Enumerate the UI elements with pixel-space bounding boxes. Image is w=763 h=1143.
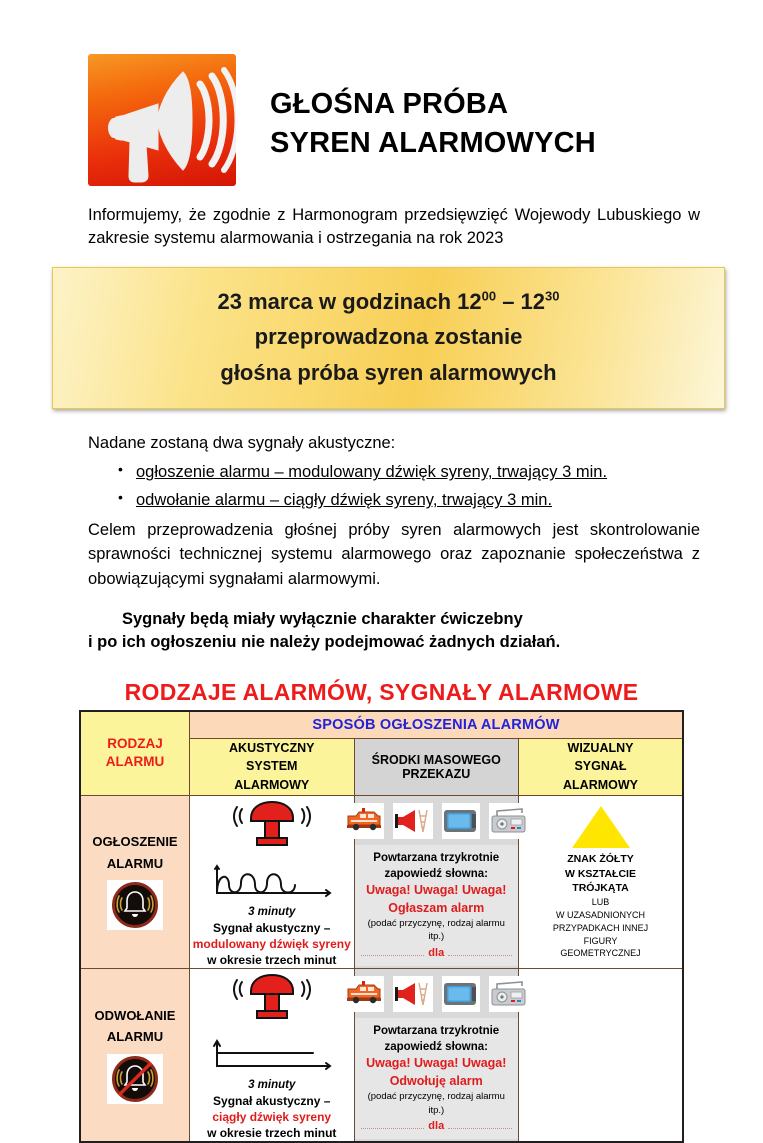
row1-bell-icon-box — [107, 1054, 163, 1104]
table-header-row-1 — [80, 711, 683, 739]
header-mass-media: ŚRODKI MASOWEGO PRZEKAZU — [354, 738, 519, 795]
callout-date-prefix: 23 marca w godzinach 12 — [218, 289, 482, 314]
callout-date-mid: – 12 — [496, 289, 545, 314]
list-item — [136, 460, 700, 486]
row0-visual-line-5: W UZASADNIONYCH — [519, 909, 682, 922]
row1-duration: 3 minuty — [190, 1079, 354, 1091]
header-visual-signal — [519, 738, 684, 795]
row0-visual-cell — [519, 795, 684, 968]
notice-paragraph — [88, 608, 700, 655]
emergency-van-icon — [344, 803, 384, 839]
row0-visual-line-2: W KSZTAŁCIE — [519, 867, 682, 882]
signal-item-1: odwołanie alarmu – ciągły dźwięk syreny, trwający 3 min. — [136, 491, 552, 509]
row1-visual-cell — [519, 968, 684, 1142]
row1-media-icons — [355, 971, 519, 1018]
row0-visual-line-3: TRÓJKĄTA — [519, 881, 682, 896]
header-acoustic-line-3: ALARMOWY — [190, 776, 354, 795]
row0-caption-line-2: modulowany dźwięk syreny — [190, 936, 354, 952]
page-title-line-1: GŁOŚNA PRÓBA — [270, 85, 596, 124]
list-item — [136, 488, 700, 514]
callout-line-2: przeprowadzona zostanie — [63, 319, 714, 355]
callout-sup-start: 00 — [482, 289, 496, 304]
row1-media-line-4: dla — [361, 1120, 513, 1132]
row0-duration: 3 minuty — [190, 906, 354, 918]
alarm-bell-cancelled-icon — [112, 1056, 158, 1102]
row0-type-line-1: OGŁOSZENIE — [81, 833, 189, 851]
row1-media-cell — [354, 968, 519, 1142]
radio-icon — [489, 976, 529, 1012]
row0-caption — [190, 920, 354, 968]
siren-icon — [213, 796, 331, 858]
emergency-van-icon — [344, 976, 384, 1012]
header-announcement-method: SPOSÓB OGŁOSZENIA ALARMÓW — [190, 711, 684, 739]
callout-line-3: głośna próba syren alarmowych — [63, 355, 714, 391]
row1-type-line-2: ALARMU — [81, 1028, 189, 1046]
row0-media-line-4: dla — [361, 947, 513, 959]
notice-line-2: i po ich ogłoszeniu nie należy podejmować żadnych działań. — [88, 633, 560, 651]
television-icon — [442, 976, 480, 1012]
row0-visual-line-6: PRZYPADKACH INNEJ — [519, 922, 682, 935]
row1-media-line-3: (podać przyczynę, rodzaj alarmu itp.) — [361, 1090, 513, 1117]
alarm-types-table — [79, 710, 684, 1143]
loudspeaker-tower-icon — [393, 803, 433, 839]
row0-media-line-2: Uwaga! Uwaga! Uwaga! Ogłaszam alarm — [361, 882, 513, 917]
row0-visual-line-1: ZNAK ŻÓŁTY — [519, 852, 682, 867]
header-acoustic-line-1: AKUSTYCZNY — [190, 739, 354, 758]
row0-caption-line-1: Sygnał akustyczny – — [190, 920, 354, 936]
body-content — [88, 431, 700, 655]
row0-media-text — [355, 845, 519, 966]
row1-alarm-type — [80, 968, 190, 1142]
siren-icon — [213, 969, 331, 1031]
header-visual-line-1: WIZUALNY — [519, 739, 682, 758]
television-icon — [442, 803, 480, 839]
intro-paragraph: Informujemy, że zgodnie z Harmonogram przedsięwzięć Wojewody Lubuskiego w zakresie systemu alarmowania i ostrzegania na rok 2023 — [88, 204, 700, 251]
row1-type-line-1: ODWOŁANIE — [81, 1007, 189, 1025]
table-row — [80, 968, 683, 1142]
row0-visual-line-7: FIGURY — [519, 935, 682, 948]
signal-item-0: ogłoszenie alarmu – modulowany dźwięk syreny, trwający 3 min. — [136, 463, 607, 481]
row1-caption-line-2: ciągły dźwięk syreny — [190, 1109, 354, 1125]
row0-bell-icon-box — [107, 880, 163, 930]
header-visual-line-3: ALARMOWY — [519, 776, 682, 795]
modulated-waveform-icon — [209, 863, 335, 899]
callout-line-date — [63, 284, 714, 320]
row1-media-line-2: Uwaga! Uwaga! Uwaga! Odwołuję alarm — [361, 1055, 513, 1090]
table-row — [80, 795, 683, 968]
row0-media-icons — [355, 798, 519, 845]
row1-caption — [190, 1093, 354, 1141]
row0-alarm-type — [80, 795, 190, 968]
row0-media-cell — [354, 795, 519, 968]
row1-media-line-1: Powtarzana trzykrotnie zapowiedź słowna: — [361, 1024, 513, 1055]
megaphone-logo — [88, 54, 236, 186]
row0-visual-line-4: LUB — [519, 896, 682, 909]
signals-list — [88, 460, 700, 513]
continuous-waveform-icon — [209, 1036, 335, 1072]
announcement-callout — [52, 267, 725, 409]
row1-caption-line-3: w okresie trzech minut — [190, 1125, 354, 1141]
row0-media-line-3: (podać przyczynę, rodzaj alarmu itp.) — [361, 917, 513, 944]
signals-lead: Nadane zostaną dwa sygnały akustyczne: — [88, 431, 700, 456]
header-visual-line-2: SYGNAŁ — [519, 757, 682, 776]
header-acoustic-system — [190, 738, 355, 795]
row1-acoustic-cell — [190, 968, 355, 1142]
row0-media-line-1: Powtarzana trzykrotnie zapowiedź słowna: — [361, 851, 513, 882]
header-alarm-type — [80, 711, 190, 796]
table-title: RODZAJE ALARMÓW, SYGNAŁY ALARMOWE — [0, 679, 763, 706]
yellow-triangle-icon — [572, 806, 630, 848]
loudspeaker-tower-icon — [393, 976, 433, 1012]
header-alarm-type-line-2: ALARMU — [81, 753, 189, 771]
document-header — [0, 0, 763, 186]
callout-sup-end: 30 — [545, 289, 559, 304]
radio-icon — [489, 803, 529, 839]
header-alarm-type-line-1: RODZAJ — [81, 735, 189, 753]
row0-type-line-2: ALARMU — [81, 855, 189, 873]
megaphone-icon — [88, 54, 236, 186]
row0-visual-line-8: GEOMETRYCZNEJ — [519, 947, 682, 960]
alarm-bell-icon — [112, 882, 158, 928]
row0-caption-line-3: w okresie trzech minut — [190, 952, 354, 968]
notice-line-1: Sygnały będą miały wyłącznie charakter ćwiczebny — [122, 610, 523, 628]
row1-media-text — [355, 1018, 519, 1139]
purpose-paragraph: Celem przeprowadzenia głośnej próby syren alarmowych jest skontrolowanie sprawności technicznej systemu alarmowego oraz zapoznanie społeczeństwa z obowiązującymi sygnałami alarmowymi. — [88, 518, 700, 591]
title-block — [270, 77, 596, 164]
page-title-line-2: SYREN ALARMOWYCH — [270, 124, 596, 163]
row0-acoustic-cell — [190, 795, 355, 968]
header-acoustic-line-2: SYSTEM — [190, 757, 354, 776]
row1-caption-line-1: Sygnał akustyczny – — [190, 1093, 354, 1109]
